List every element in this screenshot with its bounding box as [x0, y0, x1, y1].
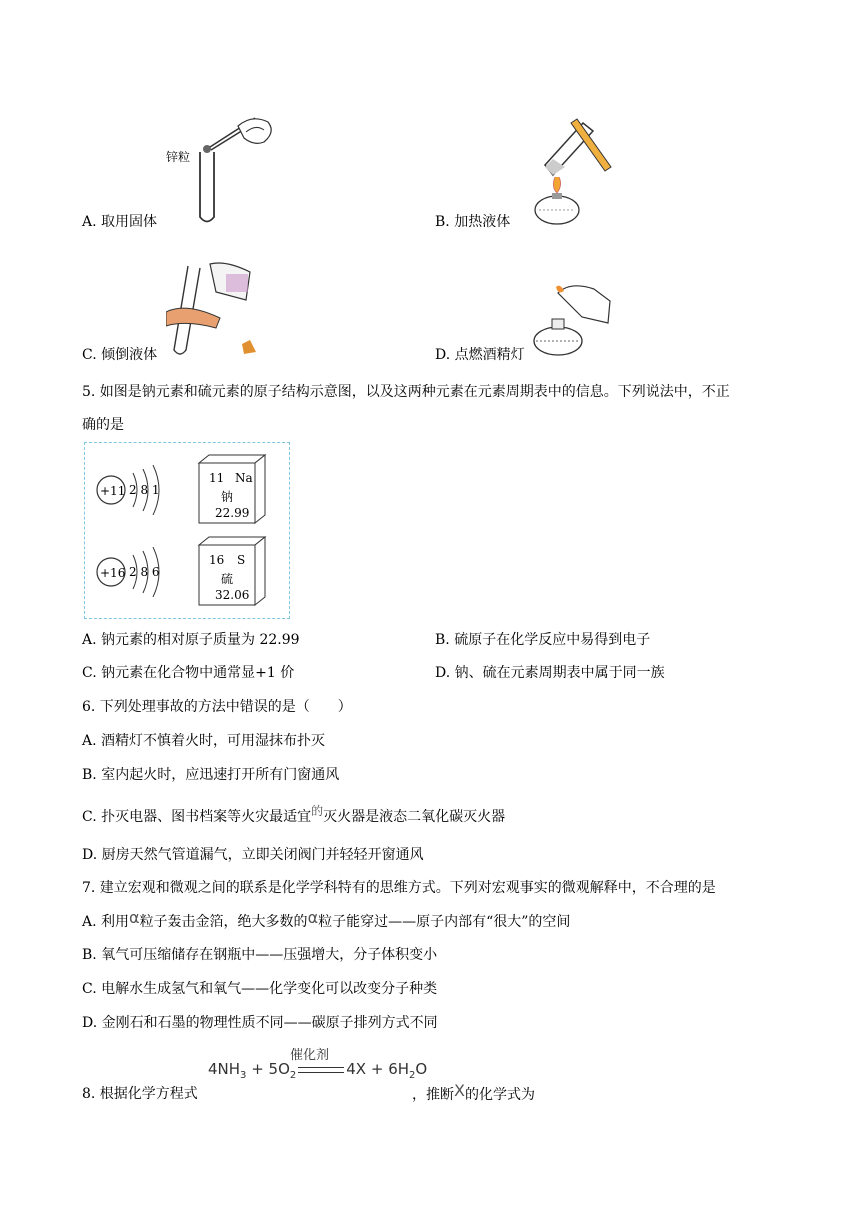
alpha-symbol: α: [129, 908, 140, 927]
q6-option-c-glyph: 的: [311, 804, 324, 818]
q5-stem-line2: 确的是: [82, 417, 124, 433]
catalyst-label: 催化剂: [290, 1048, 330, 1063]
eq-tail: O: [415, 1060, 428, 1078]
q4-option-b: B. 加热液体: [435, 214, 511, 230]
na-mass: 22.99: [215, 506, 250, 520]
q4-option-c: C. 倾倒液体: [82, 347, 158, 363]
q7-option-d: D. 金刚石和石墨的物理性质不同——碳原子排列方式不同: [82, 1015, 438, 1031]
q7-option-a-part1: A. 利用: [82, 914, 130, 930]
alpha-symbol-2: α: [307, 908, 319, 927]
q5-option-d: D. 钠、硫在元素周期表中属于同一族: [435, 665, 665, 681]
equation-line: [208, 1060, 427, 1081]
q6-option-c-post: 灭火器是液态二氧化碳灭火器: [323, 809, 506, 825]
q5-option-a: A. 钠元素的相对原子质量为 22.99: [82, 632, 300, 648]
q8-stem-post: ，推断: [412, 1087, 454, 1103]
eq-sub2: 2: [289, 1070, 297, 1081]
heating-liquid-illustration: [525, 115, 620, 230]
s-name: 硫: [221, 572, 234, 586]
na-nucleus: +11: [100, 484, 126, 498]
q7-option-a-part3: 粒子能穿过——原子内部有“很大”的空间: [318, 914, 571, 930]
q8-stem-pre: 8. 根据化学方程式: [82, 1086, 198, 1102]
q7-stem: 7. 建立宏观和微观之间的联系是化学学科特有的思维方式。下列对宏观事实的微观解释中，不合理的是: [82, 880, 716, 896]
q5-option-c: C. 钠元素在化合物中通常显+1 价: [82, 665, 295, 681]
q7-option-b: B. 氧气可压缩储存在钢瓶中——压强增大，分子体积变小: [82, 947, 438, 963]
q6-option-a: A. 酒精灯不慎着火时，可用湿抹布扑灭: [82, 733, 326, 749]
eq-arrow: [298, 1067, 344, 1073]
na-name: 钠: [221, 490, 234, 504]
x-symbol: X: [454, 1081, 465, 1100]
element-info-figure: [84, 442, 290, 619]
s-mass: 32.06: [215, 588, 250, 602]
q7-option-c: C. 电解水生成氢气和氧气——化学变化可以改变分子种类: [82, 981, 438, 997]
q4-option-a: A. 取用固体: [82, 214, 158, 230]
eq-right: 4X + 6H: [346, 1060, 410, 1078]
q6-option-d: D. 厨房天然气管道漏气，立即关闭阀门并轻轻开窗通风: [82, 847, 424, 863]
q6-option-b: B. 室内起火时，应迅速打开所有门窗通风: [82, 767, 340, 783]
q5-option-b: B. 硫原子在化学反应中易得到电子: [435, 632, 651, 648]
pouring-liquid-illustration: [166, 262, 276, 362]
q5-stem-line1: 5. 如图是钠元素和硫元素的原子结构示意图，以及这两种元素在元素周期表中的信息。下列说法中，不正: [82, 384, 730, 400]
s-nucleus: +16: [100, 566, 126, 580]
q6-option-c-pre: C. 扑灭电器、图书档案等火灾最适宜: [82, 809, 312, 825]
eq-plus: + 5O: [246, 1060, 290, 1078]
q6-stem: 6. 下列处理事故的方法中错误的是（ ）: [82, 699, 352, 715]
zinc-tube-illustration: [160, 112, 280, 227]
s-symbol: S: [237, 553, 246, 567]
na-symbol: Na: [235, 471, 253, 485]
s-number: 16: [209, 553, 225, 567]
q8-stem-end: 的化学式为: [464, 1087, 535, 1103]
q7-option-a-part2: 粒子轰击金箔，绝大多数的: [139, 914, 308, 930]
chemical-equation: [208, 1044, 428, 1084]
q4-option-d: D. 点燃酒精灯: [435, 347, 525, 363]
q8-stem-tail: [412, 1081, 535, 1105]
s-shells: 2 8 6: [129, 565, 160, 579]
zinc-label: 锌粒: [166, 150, 191, 164]
eq-sub3: 2: [409, 1070, 416, 1081]
q6-option-c: [82, 804, 506, 827]
na-shells: 2 8 1: [129, 483, 160, 497]
eq-sub1: 3: [240, 1070, 247, 1081]
eq-left: 4NH: [208, 1060, 241, 1078]
na-number: 11: [209, 471, 225, 485]
q7-option-a: [82, 908, 571, 932]
alcohol-lamp-illustration: [528, 283, 618, 361]
